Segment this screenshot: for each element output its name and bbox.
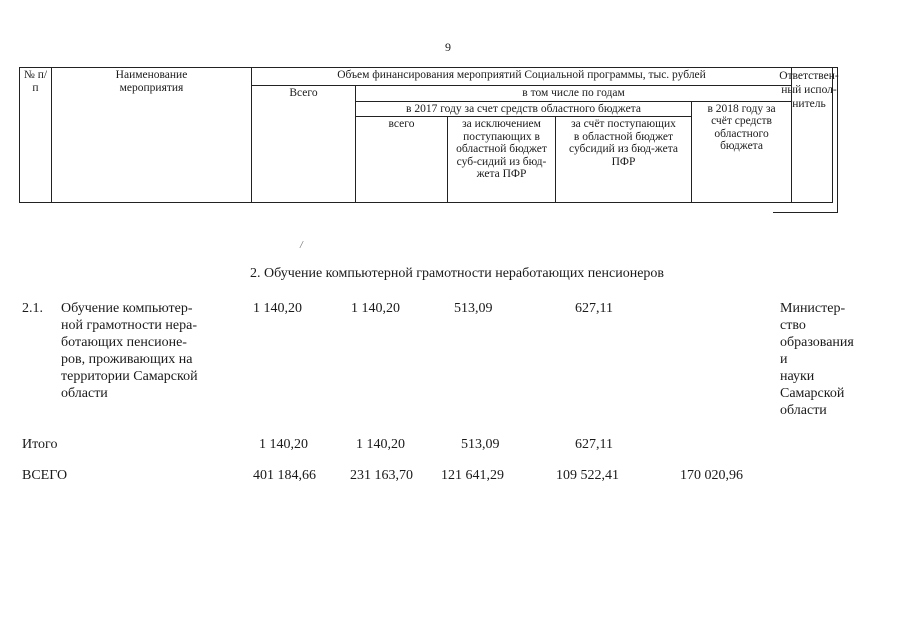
vsego-total: 401 184,66 bbox=[253, 468, 316, 483]
row-number: 2.1. bbox=[22, 301, 43, 316]
header-responsible-text: Ответствен-ный испол-нитель bbox=[779, 70, 839, 110]
row-responsible: Министер- ство образования и науки Самарской области bbox=[780, 301, 854, 418]
vsego-2017-pfr: 109 522,41 bbox=[556, 468, 619, 483]
header-num: № п/п bbox=[20, 68, 52, 203]
vsego-2017-total: 231 163,70 bbox=[350, 468, 413, 483]
row-2017-excl: 513,09 bbox=[454, 301, 493, 316]
vsego-2017-excl: 121 641,29 bbox=[441, 468, 504, 483]
header-2017-excl: за исключением поступающих в областной бюджет суб-сидий из бюд-жета ПФР bbox=[448, 117, 556, 203]
itogo-label: Итого bbox=[22, 437, 58, 452]
page-number: 9 bbox=[445, 40, 451, 54]
header-by-years: в том числе по годам bbox=[356, 86, 792, 102]
row-total: 1 140,20 bbox=[253, 301, 302, 316]
stray-mark: / bbox=[300, 240, 303, 251]
header-financing: Объем финансирования мероприятий Социальной программы, тыс. рублей bbox=[252, 68, 792, 86]
row-2017-total: 1 140,20 bbox=[351, 301, 400, 316]
header-2018: в 2018 году за счёт средств областного бюджета bbox=[692, 101, 792, 203]
section-title: 2. Обучение компьютерной грамотности неработающих пенсионеров bbox=[250, 266, 665, 281]
header-2017-total: всего bbox=[356, 117, 448, 203]
header-table bbox=[19, 67, 833, 203]
header-name: Наименование мероприятия bbox=[52, 68, 252, 203]
row-name: Обучение компьютер- ной грамотности нера- ботающих пенсионе- ров, проживающих на территории Самарской области bbox=[61, 301, 198, 401]
itogo-2017-total: 1 140,20 bbox=[356, 437, 405, 452]
header-total: Всего bbox=[252, 86, 356, 203]
header-responsible-border bbox=[773, 67, 838, 213]
header-2017-pfr: за счёт поступающих в областной бюджет субсидий из бюд-жета ПФР bbox=[556, 117, 692, 203]
itogo-2017-excl: 513,09 bbox=[461, 437, 500, 452]
vsego-label: ВСЕГО bbox=[22, 468, 68, 483]
itogo-total: 1 140,20 bbox=[259, 437, 308, 452]
itogo-2017-pfr: 627,11 bbox=[575, 437, 613, 452]
row-2017-pfr: 627,11 bbox=[575, 301, 613, 316]
vsego-2018: 170 020,96 bbox=[680, 468, 743, 483]
header-2017: в 2017 году за счет средств областного бюджета bbox=[356, 101, 692, 117]
